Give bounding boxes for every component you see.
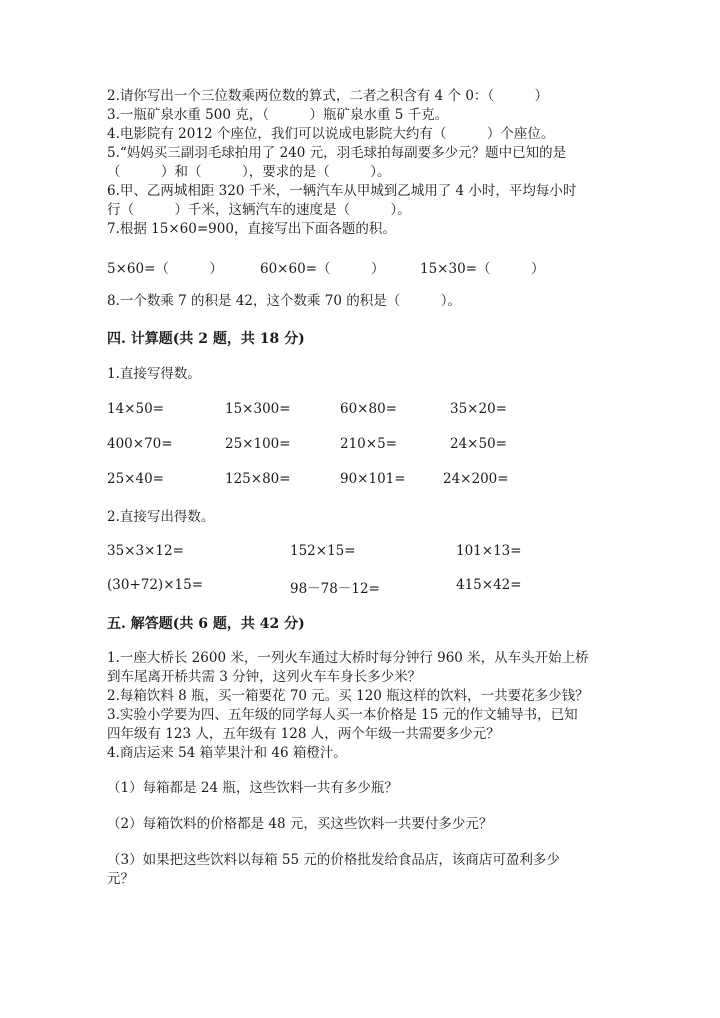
question-line: 3.一瓶矿泉水重 500 克，（ ）瓶矿泉水重 5 千克。 [107,107,449,123]
calc-item: 400×70= [107,436,173,452]
q7-item: 15×30=（ ） [420,261,545,277]
question-label: 1.直接写得数。 [107,366,201,382]
question-line: 四年级有 123 人，五年级有 128 人，两个年级一共需要多少元？ [107,726,500,742]
question-line: 2.每箱饮料 8 瓶，买一箱要花 70 元。买 120 瓶这样的饮料，一共要花多少钱？ [107,688,589,704]
question-line: 3.实验小学要为四、五年级的同学每人买一本价格是 15 元的作文辅导书，已知 [107,707,578,723]
question-line: 4.电影院有 2012 个座位，我们可以说成电影院大约有（ ）个座位。 [107,126,555,142]
question-line: 2.请你写出一个三位数乘两位数的算式，二者之积含有 4 个 0：（ ） [107,88,549,104]
question-line: 行（ ）千米，这辆汽车的速度是（ ）。 [107,202,411,218]
calc-item: 152×15= [290,543,356,559]
calc-item: 125×80= [225,471,291,487]
question-line: 7.根据 15×60=900，直接写出下面各题的积。 [107,221,396,237]
question-line: 5.“妈妈买三副羽毛球拍用了 240 元，羽毛球拍每副要多少元？题中已知的是 [107,145,567,161]
calc-item: 35×3×12= [107,543,184,559]
calc-item: 24×50= [450,436,507,452]
sub-question: （1）每箱都是 24 瓶，这些饮料一共有多少瓶？ [107,780,398,796]
calc-item: 25×40= [107,471,164,487]
calc-item: 35×20= [450,401,507,417]
question-line: 4.商店运来 54 箱苹果汁和 46 箱橙汁。 [107,745,347,761]
section-title: 四. 计算题(共 2 题，共 18 分) [107,331,305,347]
calc-item: 101×13= [456,543,522,559]
calc-item: 210×5= [340,436,397,452]
calc-item: 25×100= [225,436,291,452]
question-line: 8.一个数乘 7 的积是 42，这个数乘 70 的积是（ ）。 [107,293,462,309]
question-line: 1.一座大桥长 2600 米，一列火车通过大桥时每分钟行 960 米，从车头开始上桥 [107,650,589,666]
q7-item: 5×60=（ ） [107,261,223,277]
calc-item: 24×200= [443,471,509,487]
calc-item: 415×42= [456,577,522,593]
calc-item: 90×101= [340,471,406,487]
question-line: 6.甲、乙两城相距 320 千米，一辆汽车从甲城到乙城用了 4 小时，平均每小时 [107,183,577,199]
calc-item: 15×300= [225,401,291,417]
question-line: 到车尾离开桥共需 3 分钟，这列火车车身长多少米？ [107,669,422,685]
calc-item: 98－78－12= [290,581,380,597]
question-label: 2.直接写出得数。 [107,509,215,525]
calc-item: 14×50= [107,401,164,417]
sub-question: （3）如果把这些饮料以每箱 55 元的价格批发给食品店，该商店可盈利多少 [107,852,560,868]
calc-item: (30+72)×15= [107,577,204,593]
calc-item: 60×80= [340,401,397,417]
question-line: （ ）和（ ），要求的是（ ）。 [107,164,391,180]
section-title: 五. 解答题(共 6 题，共 42 分) [107,616,305,632]
q7-item: 60×60=（ ） [260,261,385,277]
sub-question: （2）每箱饮料的价格都是 48 元，买这些饮料一共要付多少元？ [107,816,493,832]
sub-question: 元？ [107,871,134,887]
